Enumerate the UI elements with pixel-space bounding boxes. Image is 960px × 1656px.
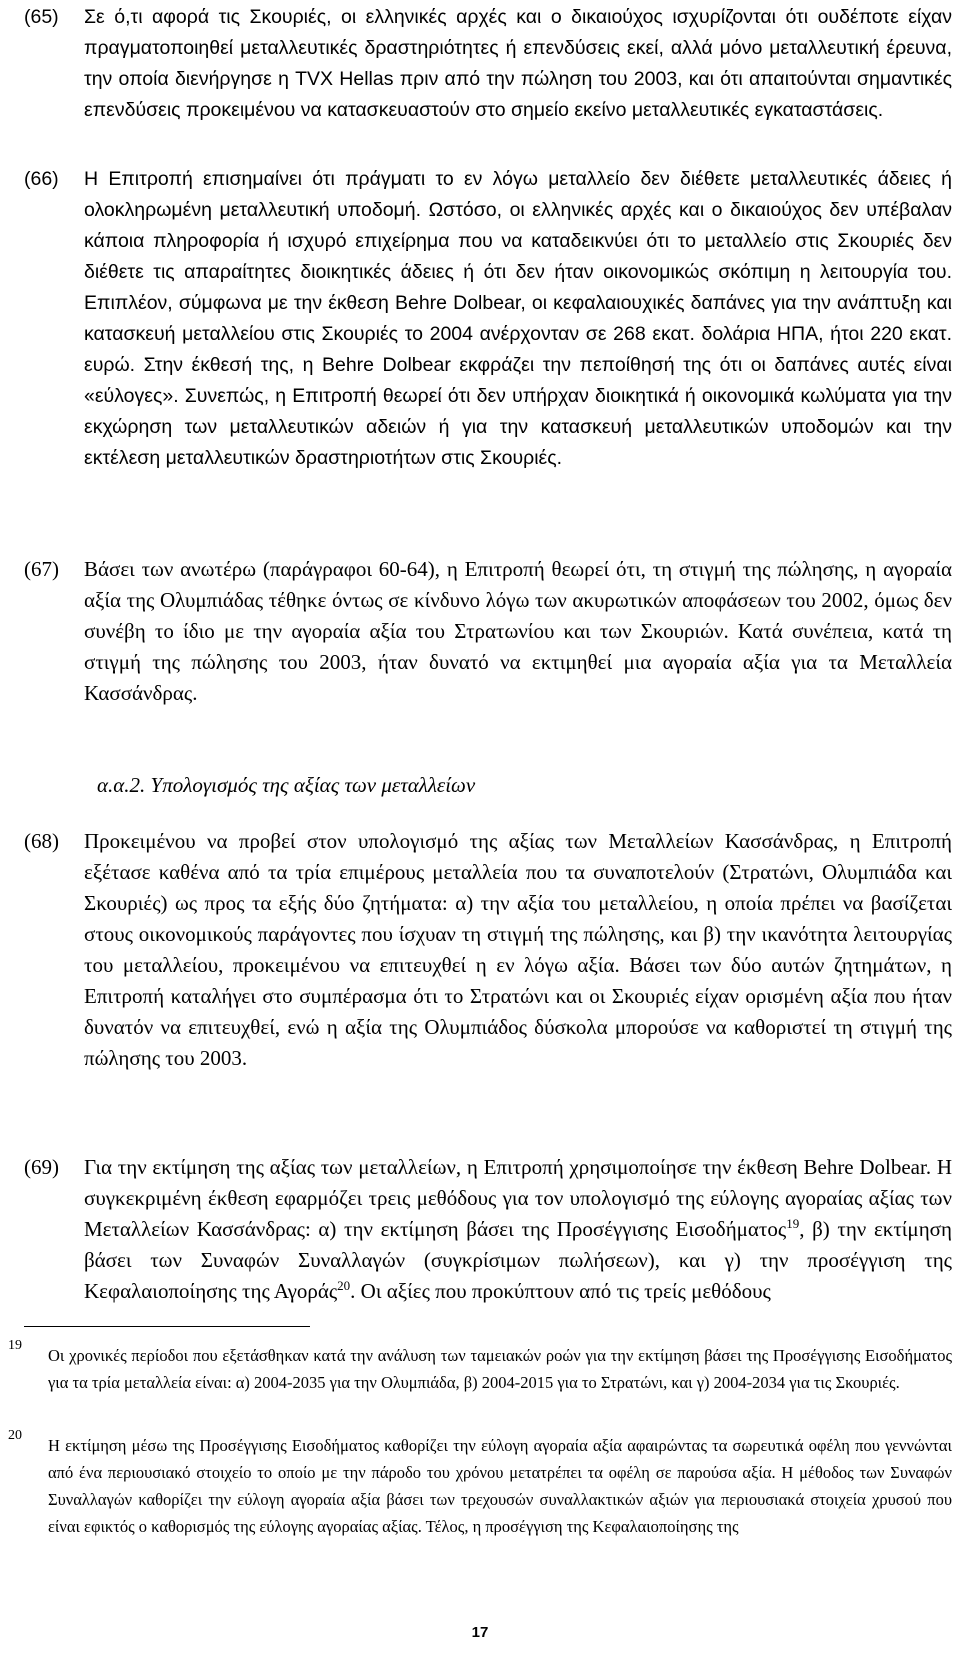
footnote-ref-20[interactable]: 20: [337, 1278, 351, 1293]
paragraph-number: (69): [24, 1155, 59, 1179]
paragraph-text: Η Επιτροπή επισημαίνει ότι πράγματι το εν λόγω μεταλλείο δεν διέθετε μεταλλευτικές άδειες ή ολοκληρωμένη μεταλλευτική υποδομή. Ωστόσο, οι ελληνικές αρχές και ο δικαιούχος δεν υπέβαλαν κάποια πληροφορία ή ισχυρό επιχείρημα που να καταδεικνύει ότι το μεταλλείο στις Σκουριές δεν διέθετε τις απαραίτητες διοικητικές άδειες ή ότι δεν ήταν οικονομικώς σκόπιμη η λειτουργία του. Επιπλέον, σύμφωνα με την έκθεση Behre Dolbear, οι κεφαλαιουχικές δαπάνες για την ανάπτυξη και κατασκευή μεταλλείου στις Σκουριές το 2004 ανέρχονταν σε 268 εκατ. δολάρια ΗΠΑ, ήτοι 220 εκατ. ευρώ. Στην έκθεσή της, η Behre Dolbear εκφράζει την πεποίθησή της ότι οι δαπάνες αυτές είναι «εύλογες». Συνεπώς, η Επιτροπή θεωρεί ότι δεν υπήρχαν διοικητικά ή οικονομικά κωλύματα για την εκχώρηση των μεταλλευτικών αδειών ή για την κατασκευή μεταλλευτικών υποδομών και την εκτέλεση μεταλλευτικών δραστηριοτήτων στις Σκουριές.: [84, 168, 952, 469]
paragraph-text: [84, 1152, 952, 1307]
footnote-text: Οι χρονικές περίοδοι που εξετάσθηκαν κατά την ανάλυση των ταμειακών ροών για την εκτίμηση βάσει της Προσέγγισης Εισοδήματος για τα τρία μεταλλεία είναι: α) 2004-2035 για την Ολυμπιάδα, β) 2004-2015 για το Στρατώνι, και γ) 2004-2034 για τις Σκουριές.: [48, 1346, 952, 1392]
footnote-text: Η εκτίμηση μέσω της Προσέγγισης Εισοδήματος καθορίζει την εύλογη αγοραία αξία αφαιρώντας τα σωρευτικά οφέλη που γεννώνται από ένα περιουσιακό στοιχείο το οποίο με την πάροδο του χρόνου μετατρέπει τα οφέλη σε παρούσα αξία. Η μέθοδος των Συναφών Συναλλαγών καθορίζει την εύλογη αγοραία αξία βάσει των τρεχουσών συναλλακτικών αξιών για περιουσιακά στοιχεία χρυσού που είναι εφικτός ο καθορισμός της εύλογης αγοραίας αξίας. Τέλος, η προσέγγιση της Κεφαλαιοποίησης της: [48, 1436, 952, 1536]
paragraph-text: Προκειμένου να προβεί στον υπολογισμό της αξίας των Μεταλλείων Κασσάνδρας, η Επιτροπή εξέτασε καθένα από τα τρία επιμέρους μεταλλεία που τα συναποτελούν (Στρατώνι, Ολυμπιάδα και Σκουριές) ως προς τα εξής δύο ζητήματα: α) την αξία του μεταλλείου, η οποία πρέπει να βασίζεται στους οικονομικούς παράγοντες που ίσχυαν τη στιγμή της πώλησης, και β) την ικανότητα λειτουργίας του μεταλλείου, προκειμένου να επιτευχθεί η εν λόγω αξία. Βάσει των δύο αυτών ζητημάτων, η Επιτροπή καταλήγει στο συμπέρασμα ότι το Στρατώνι και οι Σκουριές είχαν ορισμένη αξία που ήταν δυνατόν να επιτευχθεί, ενώ η αξία της Ολυμπιάδος δύσκολα μπορούσε να καθοριστεί τη στιγμή της πώλησης του 2003.: [84, 829, 952, 1070]
footnote-19: [8, 1338, 952, 1396]
section-subheading: [97, 770, 475, 801]
paragraph-text-part: Για την εκτίμηση της αξίας των μεταλλείων, η Επιτροπή χρησιμοποίησε την έκθεση Behre Dolbear. Η συγκεκριμένη έκθεση εφαρμόζει τρεις μεθόδους για τον υπολογισμό της εύλογης αγοραίας αξίας των Μεταλλείων Κασσάνδρας: α) την εκτίμηση βάσει της Προσέγγισης Εισοδήματος: [84, 1155, 952, 1241]
paragraph-text-part: , β) την εκτίμηση βάσει των Συναφών Συναλλαγών (συγκρίσιμων πωλήσεων), και γ) την προσέγγιση της Κεφαλαιοποίησης της Αγοράς: [84, 1217, 952, 1303]
footnote-separator: [24, 1326, 310, 1327]
paragraph-67: [24, 554, 952, 709]
paragraph-text-part: . Οι αξίες που προκύπτουν από τις τρείς μεθόδους: [350, 1279, 771, 1303]
subheading-label: α.α.2.: [97, 773, 146, 797]
paragraph-number: (66): [24, 168, 59, 190]
paragraph-number: (67): [24, 557, 59, 581]
footnote-number: 19: [8, 1338, 22, 1353]
footnote-20: [8, 1428, 952, 1540]
paragraph-text: Σε ό,τι αφορά τις Σκουριές, οι ελληνικές αρχές και ο δικαιούχος ισχυρίζονται ότι ουδέποτε είχαν πραγματοποιηθεί μεταλλευτικές δραστηριότητες ή επενδύσεις εκεί, αλλά μόνο μεταλλευτική έρευνα, την οποία διενήργησε η TVX Hellas πριν από την πώληση του 2003, και ότι απαιτούνται σημαντικές επενδύσεις προκειμένου να κατασκευαστούν στο σημείο εκείνο μεταλλευτικές εγκαταστάσεις.: [84, 6, 952, 121]
paragraph-65: [24, 2, 952, 126]
paragraph-66: [24, 164, 952, 474]
subheading-title: Υπολογισμός της αξίας των μεταλλείων: [150, 773, 476, 797]
page-number: 17: [471, 1624, 489, 1641]
paragraph-68: [24, 826, 952, 1074]
footnote-number: 20: [8, 1428, 22, 1443]
paragraph-69: [24, 1152, 952, 1307]
footnote-ref-19[interactable]: 19: [786, 1216, 800, 1231]
paragraph-text: Βάσει των ανωτέρω (παράγραφοι 60-64), η Επιτροπή θεωρεί ότι, τη στιγμή της πώλησης, η αγοραία αξία της Ολυμπιάδας τέθηκε όντως σε κίνδυνο λόγω των ακυρωτικών αποφάσεων του 2002, όμως δεν συνέβη το ίδιο με την αγοραία αξία του Στρατωνίου και των Σκουριών. Κατά συνέπεια, κατά τη στιγμή της πώλησης του 2003, ήταν δυνατό να εκτιμηθεί μια αγοραία αξία για τα Μεταλλεία Κασσάνδρας.: [84, 557, 952, 705]
paragraph-number: (65): [24, 6, 59, 28]
paragraph-number: (68): [24, 829, 59, 853]
